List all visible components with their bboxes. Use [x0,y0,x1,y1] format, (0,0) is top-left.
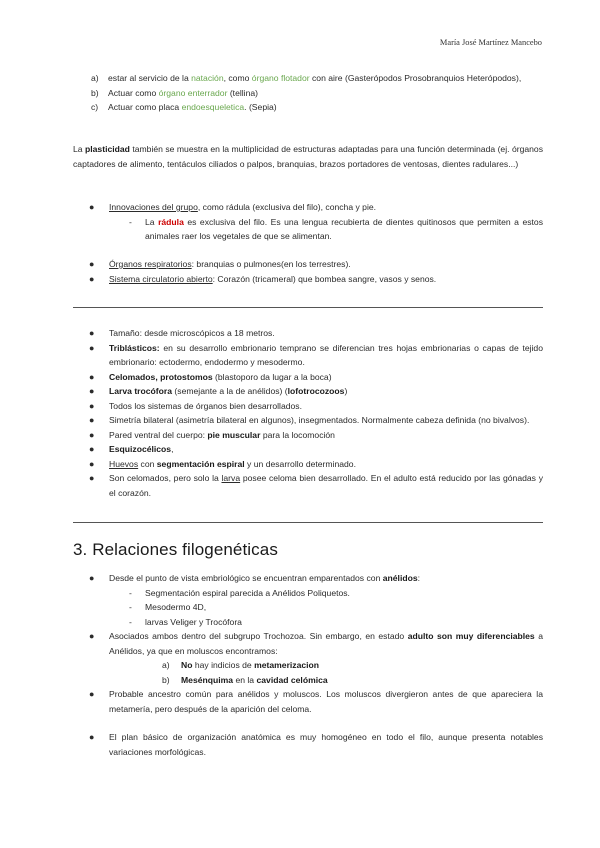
traits-list [73,326,543,500]
list-item: ● Pared ventral del cuerpo: pie muscular para la locomoción [73,428,543,443]
list-item: ● Desde el punto de vista embriológico se encuentran emparentados con anélidos: [73,571,543,586]
sub-list-item: - Segmentación espiral parecida a Anélidos Poliquetos. [73,586,543,601]
list-item: ● Larva trocófora (semejante a la de anélidos) (lofotrocozoos) [73,384,543,399]
list-item: ● Probable ancestro común para anélidos y moluscos. Los moluscos divergieron antes de que apareciera la metamería, pero después de la aparición del celoma. [89,689,543,714]
list-item: ● El plan básico de organización anatómica es muy homogéneo en todo el filo, aunque presenta notables variaciones morfológicas. [89,732,543,757]
sub-list-item: - Mesodermo 4D, [73,600,543,615]
organs-list [73,257,543,286]
bullet-icon: ● [89,732,95,742]
list-item: ● Todos los sistemas de órganos bien desarrollados. [73,399,543,414]
bullet-icon: ● [89,259,95,269]
bullet-icon: ● [89,429,95,440]
dash-icon: - [129,216,132,227]
bullet-icon: ● [89,273,95,284]
bullet-icon: ● [89,400,95,411]
divider [73,307,543,308]
list-item: ● Tamaño: desde microscópicos a 18 metros. [73,326,543,341]
bullet-icon: ● [89,573,95,583]
dash-icon: - [129,616,132,627]
function-list [73,71,543,115]
phylogeny-list [73,571,543,759]
section-title: 3. Relaciones filogenéticas [73,540,278,559]
dash-icon: - [129,602,132,612]
list-item: ● Huevos con segmentación espiral y un desarrollo determinado. [73,457,543,472]
list-item: ● Celomados, protostomos (blastoporo da lugar a la boca) [73,370,543,385]
list-item: ● Simetría bilateral (asimetría bilateral en algunos), insegmentados. Normalmente cabeza definida (no bivalvos). [73,413,543,428]
list-item: - La rádula es exclusiva del filo. Es una lengua recubierta de dientes quitinosos que permiten a estos animales raer los vegetales de que se alimentan. [129,216,543,241]
list-item: b) Actuar como órgano enterrador (tellina) [91,87,259,98]
plasticity-paragraph: La plasticidad también se muestra en la multiplicidad de estructuras adaptadas para una función determinada (ej. órganos captadores de alimento, tentáculos ciliados o palpos, branquias, brazos portadores de ventosas, dientes radulares...) [73,144,544,169]
list-item: ● Sistema circulatorio abierto: Corazón (tricameral) que bombea sangre, vasos y senos. [73,272,543,287]
bullet-icon: ● [89,328,95,338]
bullet-icon: ● [89,386,95,396]
list-item: ● Triblásticos: en su desarrollo embrionario temprano se diferencian tres hojas embrionarias o capas de tejido embrionario: ectodermo, endodermo y mesodermo. [89,342,543,367]
bullet-icon: ● [89,458,95,469]
author-name: María José Martínez Mancebo [439,38,542,47]
sub-list-item: b) Mesénquima en la cavidad celómica [162,674,328,685]
list-item: ● Innovaciones del grupo, como rádula (exclusiva del filo), concha y pie. [73,200,543,215]
bullet-icon: ● [89,473,95,483]
sub-list-item: a) No hay indicios de metamerizacion [162,660,320,670]
innovations-list [73,200,543,244]
list-item: ● Asociados ambos dentro del subgrupo Trochozoa. Sin embargo, en estado adulto son muy diferenciables a Anélidos, ya que en moluscos encontramos: [89,631,543,656]
bullet-icon: ● [89,202,95,212]
divider [73,522,543,523]
sub-list-item: - larvas Veliger y Trocófora [73,615,543,630]
list-item: ● Esquizocélicos, [73,442,543,457]
bullet-icon: ● [89,689,95,699]
list-item: ● Órganos respiratorios: branquias o pulmones(en los terrestres). [73,257,543,272]
list-item: a) estar al servicio de la natación, como órgano flotador con aire (Gasterópodos Prosobranquios Heterópodos), [91,73,522,83]
dash-icon: - [129,587,132,598]
bullet-icon: ● [89,631,95,641]
list-item: c) Actuar como placa endoesqueletica. (Sepia) [91,102,277,112]
bullet-icon: ● [89,444,95,454]
list-item: ● Son celomados, pero solo la larva posee celoma bien desarrollado. En el adulto está reducido por las gónadas y el corazón. [89,473,543,498]
bullet-icon: ● [89,342,95,353]
bullet-icon: ● [89,415,95,425]
bullet-icon: ● [89,371,95,382]
